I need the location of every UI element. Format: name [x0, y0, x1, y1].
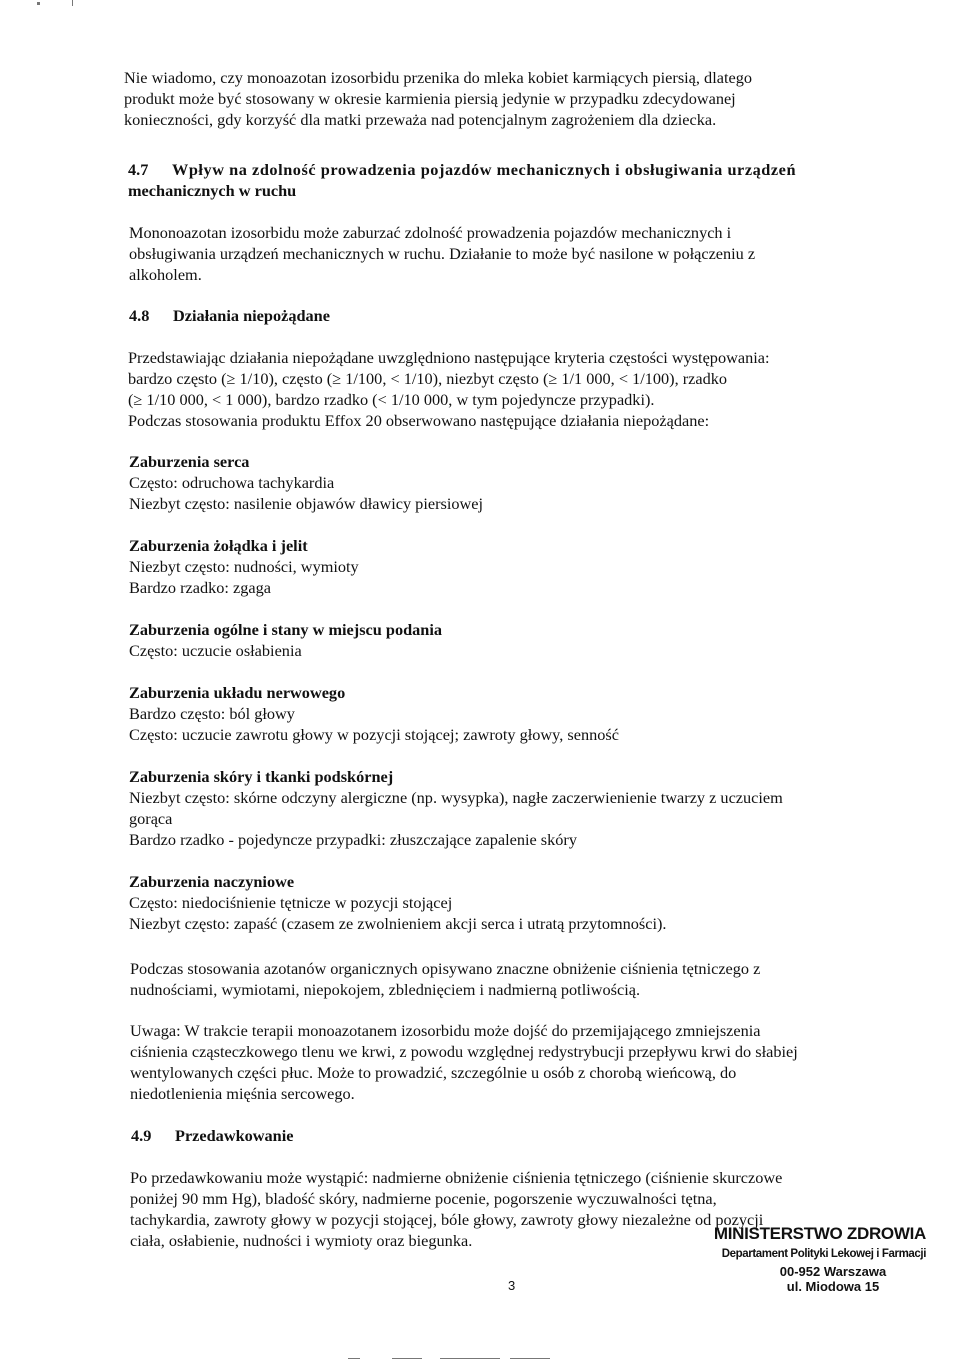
section-4-9-heading: 4.9 Przedawkowanie — [131, 1126, 294, 1145]
group-cardiac: Zaburzenia serca Często: odruchowa tachykardia Niezbyt często: nasilenie objawów dławicy piersiowej — [129, 452, 484, 513]
group-nervous: Zaburzenia układu nerwowego Bardzo często: ból głowy Często: uczucie zawrotu głowy w pozycji stojącej; zawroty głowy, senność — [129, 683, 619, 744]
section-4-8-heading: 4.8 Działania niepożądane — [129, 306, 330, 325]
overdose-paragraph: Po przedawkowaniu może wystąpić: nadmierne obniżenie ciśnienia tętniczego (ciśnienie skurczowe poniżej 90 mm Hg), bladość skóry, nadmierne pocenie, pogorszenie wyczuwalności tętna, tachykardia, zawroty głowy w pozycji stojącej, bóle głowy, zawroty głowy niezależne od pozycji ciała, osłabienie, nudności i wymioty oraz biegunka. — [130, 1168, 783, 1250]
warning-paragraph: Uwaga: W trakcie terapii monoazotanem izosorbidu może dojść do przemijającego zmniejszenia ciśnienia cząsteczkowego tlenu we krwi, z powodu względnej redystrybucji przepływu krwi do słabiej wentylowanych części płuc. Może to prowadzić, szczególnie u osób z chorobą wieńcową, do niedotlenienia mięśnia sercowego. — [130, 1021, 798, 1103]
ministry-stamp: MINISTERSTWO ZDROWIA Departament Polityki Lekowej i Farmacji 00-952 Warszawa ul. Miodowa 15 — [713, 1224, 926, 1294]
scan-dot — [37, 2, 40, 5]
nitrate-paragraph: Podczas stosowania azotanów organicznych opisywano znaczne obniżenie ciśnienia tętniczego z nudnościami, wymiotami, niepokojem, zblednięciem i nadmierną potliwością. — [130, 959, 761, 999]
group-vascular: Zaburzenia naczyniowe Często: niedociśnienie tętnicze w pozycji stojącej Niezbyt często: zapaść (czasem ze zwolnieniem akcji serca i utratą przytomności). — [129, 872, 667, 933]
scan-tick — [72, 0, 73, 6]
scan-dash — [510, 1358, 550, 1359]
page-number: 3 — [508, 1278, 516, 1293]
section-4-7-body: Mononoazotan izosorbidu może zaburzać zdolność prowadzenia pojazdów mechanicznych i obsługiwania urządzeń mechanicznych w ruchu. Działanie to może być nasilone w połączeniu z alkoholem. — [129, 223, 756, 284]
scan-dash — [348, 1358, 360, 1359]
scan-dash — [392, 1358, 422, 1359]
frequency-criteria: Przedstawiając działania niepożądane uwzględniono następujące kryteria częstości występowania: bardzo często (≥ 1/10), często (≥ 1/100, < 1/10), niezbyt często (≥ 1/1 000, < 1/100), rzadko (≥ 1/10 000, < 1 000), bardzo rzadko (< 1/10 000, w tym pojedyncze przypadki). Podczas stosowania produktu Effox 20 obserwowano następujące działania niepożądane: — [128, 348, 770, 430]
section-4-7-heading: 4.7 Wpływ na zdolność prowadzenia pojazdów mechanicznych i obsługiwania urządzeń mechanicznych w ruchu — [128, 160, 797, 200]
section-number: 4.7 — [128, 160, 149, 179]
scan-dash — [440, 1358, 500, 1359]
group-gastro: Zaburzenia żołądka i jelit Niezbyt często: nudności, wymioty Bardzo rzadko: zgaga — [129, 536, 359, 597]
breastfeeding-paragraph: Nie wiadomo, czy monoazotan izosorbidu przenika do mleka kobiet karmiących piersią, dlatego produkt może być stosowany w okresie karmienia piersią jedynie w przypadku zdecydowanej konieczności, gdy korzyść dla matki przeważa nad potencjalnym zagrożeniem dla dziecka. — [124, 68, 752, 129]
group-skin: Zaburzenia skóry i tkanki podskórnej Niezbyt często: skórne odczyny alergiczne (np. wysypka), nagłe zaczerwienienie twarzy z uczuciem gorąca Bardzo rzadko - pojedyncze przypadki: złuszczające zapalenie skóry — [129, 767, 783, 849]
group-general: Zaburzenia ogólne i stany w miejscu podania Często: uczucie osłabienia — [129, 620, 442, 660]
